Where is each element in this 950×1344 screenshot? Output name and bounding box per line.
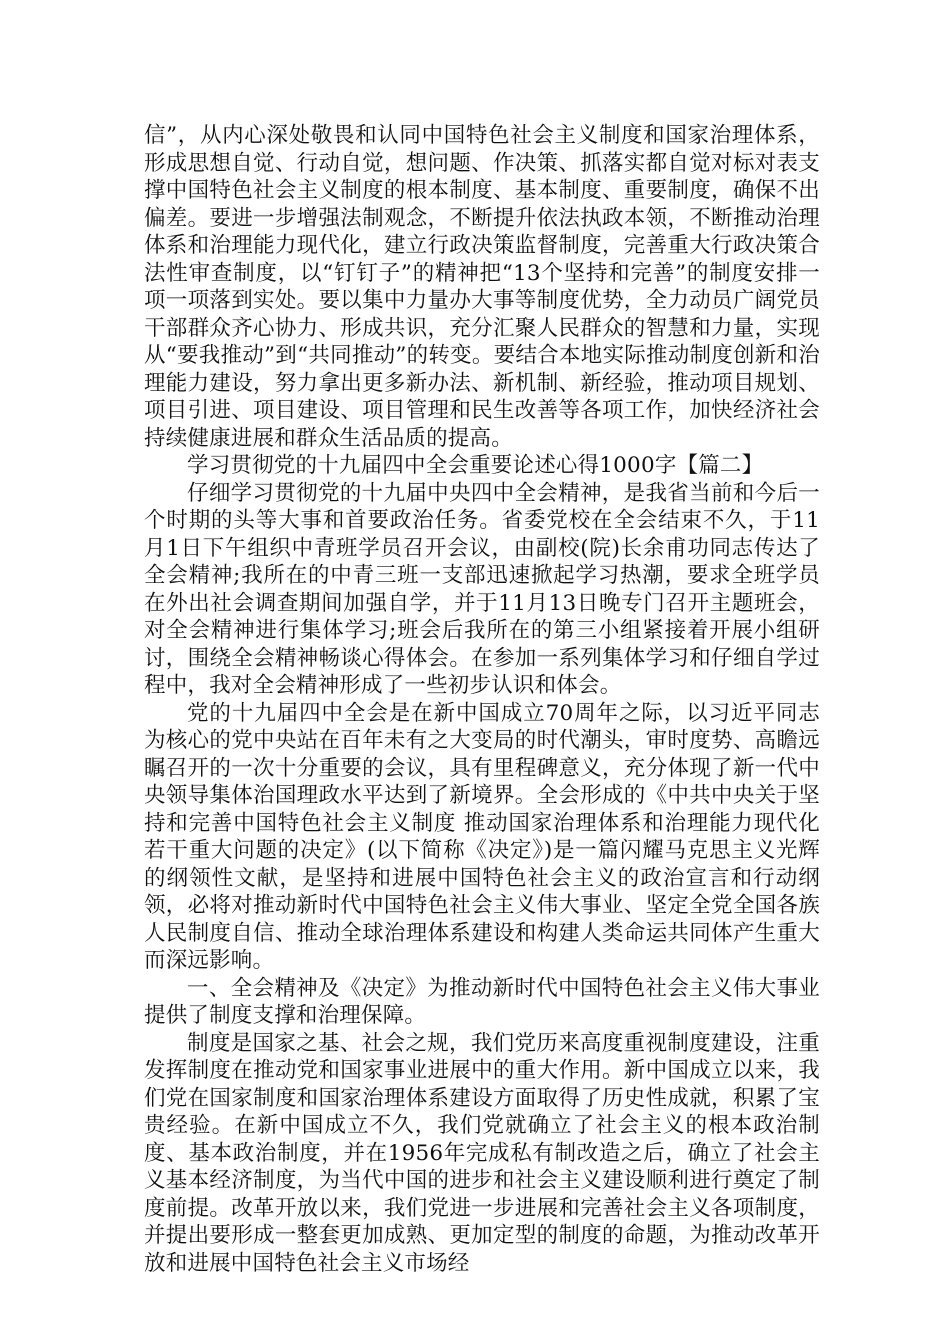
- paragraph: 制度是国家之基、社会之规，我们党历来高度重视制度建设，注重发挥制度在推动党和国家事业进展中的重大作用。新中国成立以来，我们党在国家制度和国家治理体系建设方面取得了历史性成就，积累了宝贵经验。在新中国成立不久，我们党就确立了社会主义的根本政治制度、基本政治制度，并在1956年完成私有制改造之后，确立了社会主义基本经济制度，为当代中国的进步和社会主义建设顺利进行奠定了制度前提。改革开放以来，我们党进一步进展和完善社会主义各项制度，并提出要形成一整套更加成熟、更加定型的制度的命题，为推动改革开放和进展中国特色社会主义市场经: [144, 1030, 820, 1276]
- section-heading: 学习贯彻党的十九届四中全会重要论述心得1000字【篇二】: [187, 453, 764, 478]
- paragraph: 党的十九届四中全会是在新中国成立70周年之际，以习近平同志为核心的党中央站在百年未有之大变局的时代潮头，审时度势、高瞻远瞩召开的一次十分重要的会议，具有里程碑意义，充分体现了新一代中央领导集体治国理政水平达到了新境界。全会形成的《中共中央关于坚持和完善中国特色社会主义制度 推动国家治理体系和治理能力现代化若干重大问题的决定》(以下简称《决定》)是一篇闪耀马克思主义光辉的纲领性文献，是坚持和进展中国特色社会主义的政治宣言和行动纲领，必将对推动新时代中国特色社会主义伟大事业、坚定全党全国各族人民制度自信、推动全球治理体系建设和构建人类命运共同体产生重大而深远影响。: [144, 700, 820, 973]
- subsection-heading: 一、全会精神及《决定》为推动新时代中国特色社会主义伟大事业提供了制度支撑和治理保障。: [144, 975, 820, 1028]
- paragraph-continuation: 信”，从内心深处敬畏和认同中国特色社会主义制度和国家治理体系，形成思想自觉、行动自觉，想问题、作决策、抓落实都自觉对标对表支撑中国特色社会主义制度的根本制度、基本制度、重要制度，确保不出偏差。要进一步增强法制观念，不断提升依法执政本领，不断推动治理体系和治理能力现代化，建立行政决策监督制度，完善重大行政决策合法性审查制度，以“钉钉子”的精神把“13个坚持和完善”的制度安排一项一项落到实处。要以集中力量办大事等制度优势，全力动员广阔党员干部群众齐心协力、形成共识，充分汇聚人民群众的智慧和力量，实现从“要我推动”到“共同推动”的转变。要结合本地实际推动制度创新和治理能力建设，努力拿出更多新办法、新机制、新经验，推动项目规划、项目引进、项目建设、项目管理和民生改善等各项工作，加快经济社会持续健康进展和群众生活品质的提高。: [144, 123, 820, 451]
- document-body: [144, 122, 820, 1277]
- paragraph: 仔细学习贯彻党的十九届中央四中全会精神，是我省当前和今后一个时期的头等大事和首要政治任务。省委党校在全会结束不久，于11月1日下午组织中青班学员召开会议，由副校(院)长余甫功同志传达了全会精神;我所在的中青三班一支部迅速掀起学习热潮，要求全班学员在外出社会调查期间加强自学，并于11月13日晚专门召开主题班会，对全会精神进行集体学习;班会后我所在的第三小组紧接着开展小组研讨，围绕全会精神畅谈心得体会。在参加一系列集体学习和仔细自学过程中，我对全会精神形成了一些初步认识和体会。: [144, 480, 820, 698]
